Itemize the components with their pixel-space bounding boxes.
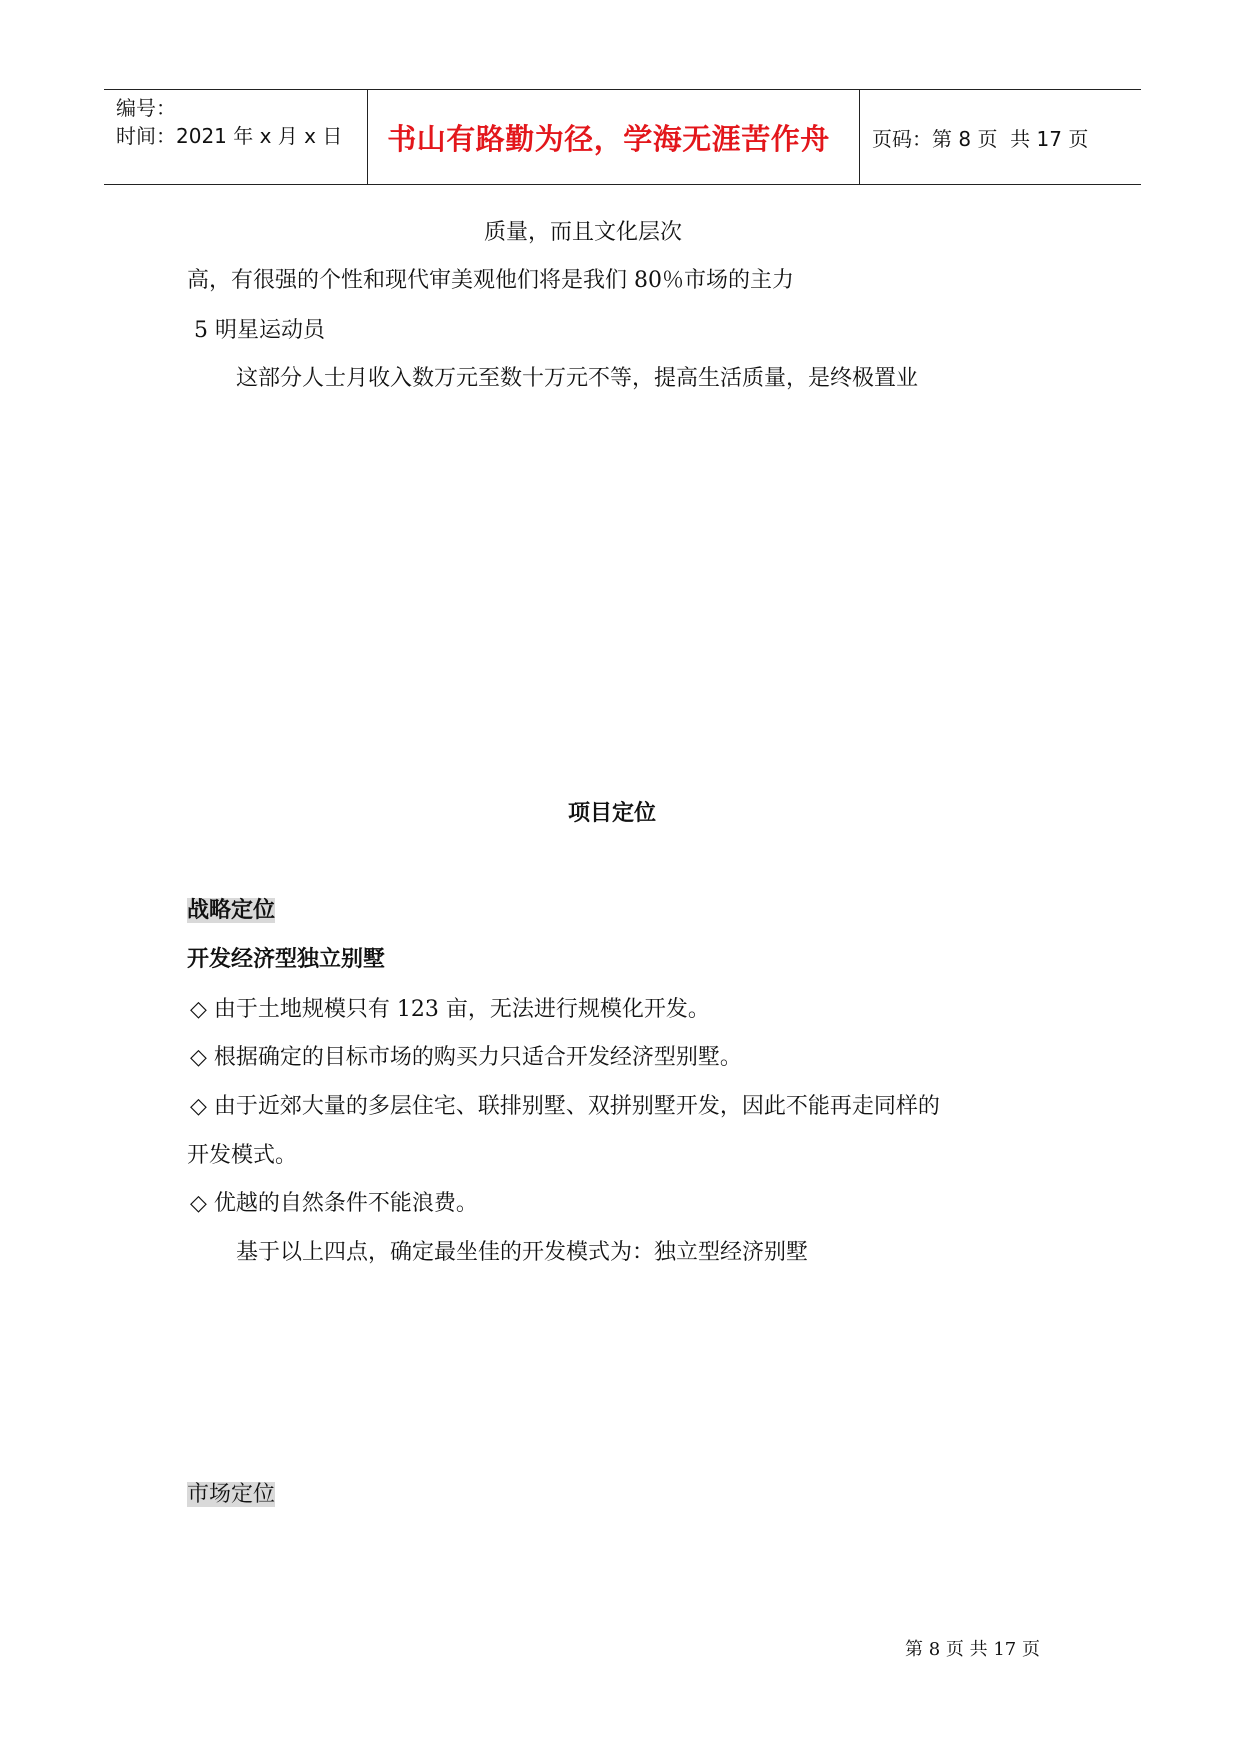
page-header [104, 89, 1141, 185]
page-footer: 第 8 页 共 17 页 [905, 1639, 1040, 1660]
section-heading [187, 1480, 275, 1510]
strategy-heading: 战略定位 [187, 898, 276, 923]
list-item: 5 明星运动员 [194, 318, 325, 343]
subheading: 开发经济型独立别墅 [187, 947, 386, 972]
document-time-label: 时间：2021 年 x 月 x 日 [116, 124, 343, 148]
bullet-item: ◇ 由于土地规模只有 123 亩，无法进行规模化开发。 [190, 997, 710, 1022]
header-meta [116, 94, 366, 150]
bullet-item-continuation: 开发模式。 [187, 1143, 298, 1168]
body-text-line: 质量，而且文化层次 [484, 220, 683, 245]
bullet-item: ◇ 由于近郊大量的多层住宅、联排别墅、双拼别墅开发，因此不能再走同样的 [190, 1094, 940, 1119]
header-divider [859, 90, 860, 184]
market-heading: 市场定位 [187, 1482, 276, 1507]
header-page-number: 页码：第 8 页 共 17 页 [872, 126, 1089, 151]
header-motto: 书山有路勤为径，学海无涯苦作舟 [387, 121, 830, 156]
bullet-item: ◇ 根据确定的目标市场的购买力只适合开发经济型别墅。 [190, 1045, 742, 1070]
body-text-line: 这部分人士月收入数万元至数十万元不等，提高生活质量，是终极置业 [236, 366, 919, 391]
body-text-line: 高，有很强的个性和现代审美观他们将是我们 80％市场的主力 [187, 268, 794, 293]
section-title: 项目定位 [568, 801, 657, 826]
section-heading [187, 896, 275, 926]
conclusion-text: 基于以上四点，确定最坐佳的开发模式为：独立型经济别墅 [236, 1240, 809, 1265]
bullet-item: ◇ 优越的自然条件不能浪费。 [190, 1191, 478, 1216]
document-number-label: 编号： [116, 96, 176, 120]
